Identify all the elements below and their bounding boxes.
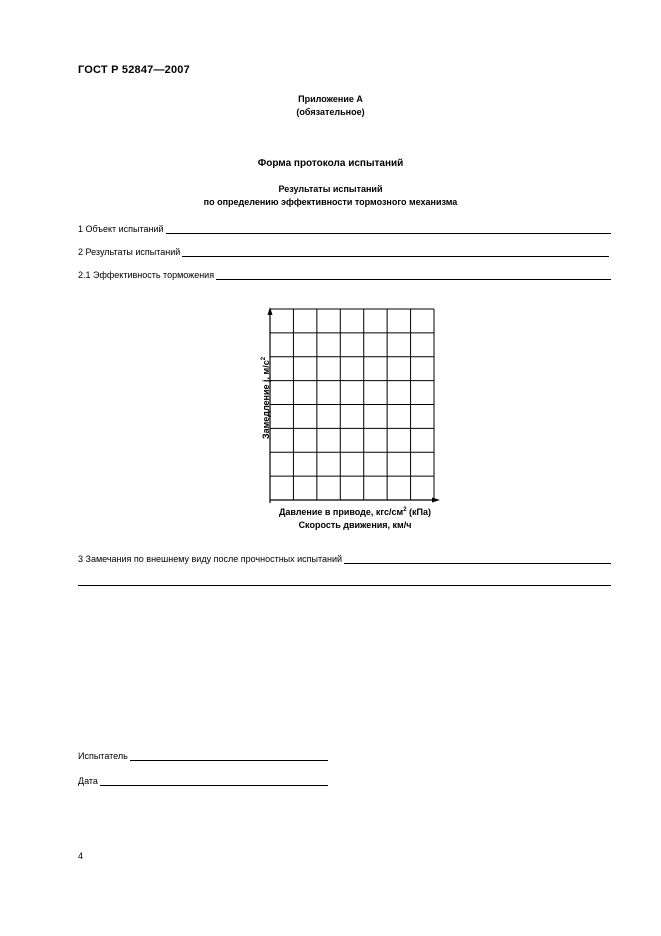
appendix-note: (обязательное) [296,107,365,117]
field-efficiency-label: 2.1 Эффективность торможения [78,270,215,280]
tester-blank [130,751,328,761]
tester-signature [78,751,328,761]
x-axis-label-secondary: Скорость движения, км/ч [298,520,412,530]
field-results-blank [182,247,609,257]
field-object-label: 1 Объект испытаний [78,224,164,234]
field-efficiency [78,270,611,280]
remarks-continuation-line [78,585,611,586]
x-axis-label: Давление в приводе, кгс/$см^2$ (кПа) [278,507,432,517]
standard-number: ГОСТ Р 52847—2007 [78,64,190,76]
field-remarks [78,554,611,564]
field-results-label: 2 Результаты испытаний [78,247,181,257]
field-remarks-blank [344,554,611,564]
field-results [78,247,609,257]
page-number: 4 [78,851,84,861]
field-object-blank [166,224,611,234]
date-blank [100,776,328,786]
field-efficiency-blank [216,270,611,280]
appendix-title: Приложение А [298,94,363,104]
date-field [78,776,328,786]
x-axis-arrow [432,498,440,503]
y-axis-label: Замедление j, $м/с^2$ [261,356,271,440]
chart-grid [270,309,434,500]
efficiency-chart [250,303,450,503]
form-title: Форма протокола испытаний [257,158,404,169]
results-subtitle: по определению эффективности тормозного механизма [203,197,458,207]
results-title: Результаты испытаний [278,184,383,194]
field-object [78,224,611,234]
field-remarks-label: 3 Замечания по внешнему виду после прочностных испытаний [78,554,343,564]
date-label: Дата [78,776,98,786]
tester-label: Испытатель [78,751,128,761]
y-axis-arrow [268,307,273,315]
